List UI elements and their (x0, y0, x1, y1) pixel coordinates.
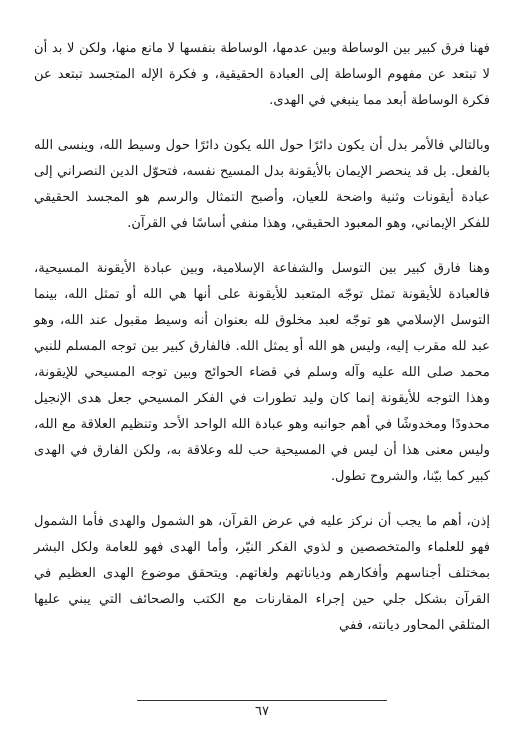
page-number: ٦٧ (255, 704, 269, 719)
page-footer (0, 700, 524, 721)
paragraph-2: وبالتالي فالأمر بدل أن يكون دائرًا حول الله يكون دائرًا حول وسيط الله، وينسى الله بالفعل. بل قد ينحصر الإيمان بالأيقونة بدل المسيح نفسه، فتحوّل الدين النصراني إلى عبادة أيقونات وثنية واضحة للعيان، وأصبح التمثال والرسم هو المجسد الحقيقي للفكر الإيماني، وهو المعبود الحقيقي، وهذا منفي أساسًا في القرآن. (34, 138, 490, 231)
page-body (34, 36, 490, 639)
paragraph-1: فهنا فرق كبير بين الوساطة وبين عدمها، الوساطة بنفسها لا مانع منها، ولكن لا بد أن لا تبتعد عن مفهوم الوساطة إلى العبادة الحقيقية، و فكرة الإله المتجسد تبتعد عن فكرة الوساطة أبعد مما ينبغي في الهدى. (34, 41, 490, 108)
paragraph-4: إذن، أهم ما يجب أن نركز عليه في عرض القرآن، هو الشمول والهدى فأما الشمول فهو للعلماء والمتخصصين و لذوي الفكر النيّر، وأما الهدى فهو للعامة ولكل البشر بمختلف أجناسهم وأفكارهم ودياناتهم ولغاتهم. ويتحقق موضوع الهدى العظيم في القرآن بشكل جلي حين إجراء المقارنات مع الكتب والصحائف التي يبني عليها المتلقي المحاور ديانته، ففي (34, 514, 490, 633)
paragraph-3: وهنا فارق كبير بين التوسل والشفاعة الإسلامية، وبين عبادة الأيقونة المسيحية، فالعبادة للأيقونة تمثل توجّه المتعبد للأيقونة على أنها هي الله أو تمثل الله، بينما التوسل الإسلامي هو توجّه لعبد مخلوق لله بعنوان أنه وسيط مقبول عند الله، وهو عبد لله مقرب إليه، وليس هو الله أو يمثل الله. فالفارق كبير بين توجه المسلم للنبي محمد صلى الله عليه وآله وسلم في قضاء الحوائج وبين توجه المسيحي للإيقونة، وهذا التوجه للأيقونة إنما كان وليد تطورات في الفكر المسيحي جعل هدى الإنجيل محدودًا ومخدوشًا في أهم جوانبه وهو عبادة الله الواحد الأحد وتنظيم العلاقة مع الله، وليس معنى هذا أن ليس في المسيحية حب لله وعلاقة به، ولكن الفارق في الهدى كبير كما بيّنا، والشروح تطول. (34, 261, 490, 484)
footer-divider (137, 700, 387, 701)
